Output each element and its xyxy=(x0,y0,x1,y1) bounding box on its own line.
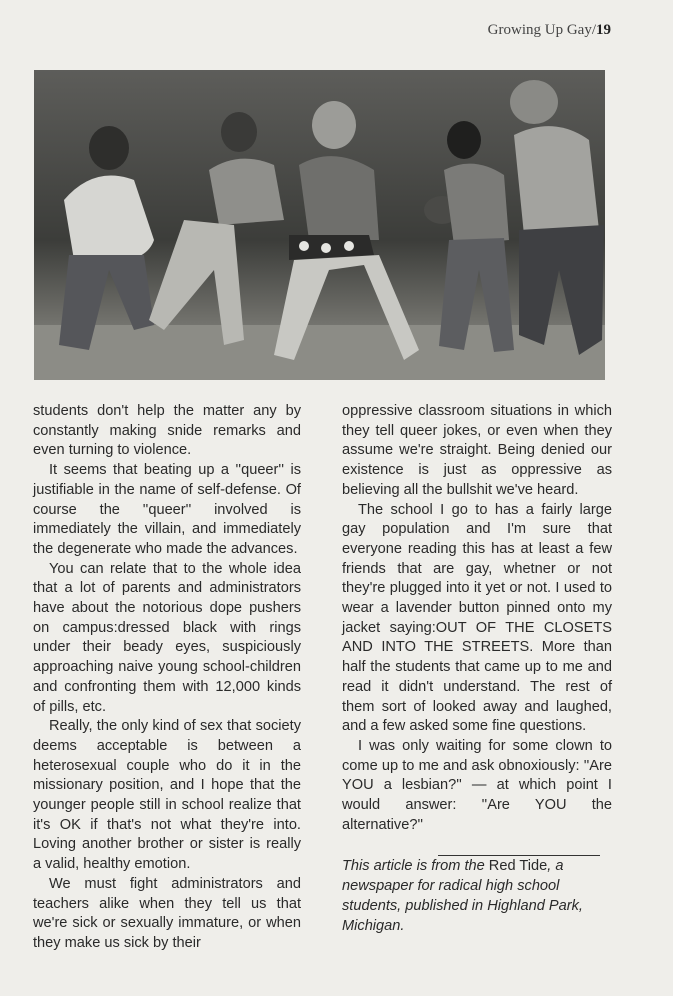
paragraph: The school I go to has a fairly large gay population and I'm sure that everyone reading this has at least a few friends that are gay, whetner or not they're plugged into it yet or not. I used to wear a lavender button pinned onto my jacket saying:OUT OF THE CLOSETS AND INTO THE STREETS. More than half the students that came up to me and read it didn't understand. The rest of them sort of looked away and laughed, and a few asked some fine questions. xyxy=(342,501,612,735)
running-title: Growing Up Gay/ xyxy=(487,22,596,38)
running-header xyxy=(488,22,611,39)
paragraph: I was only waiting for some clown to come up to me and ask obnoxiously: ''Are YOU a lesbian?'' — at which point I would answer: ''Are YOU the alternative?'' xyxy=(342,737,612,833)
left-column xyxy=(33,402,301,954)
paragraph: oppressive classroom situations in which they tell queer jokes, or even when they assume we're straight. Being denied our existence is just as oppressive as believing all the bullshit we've heard. xyxy=(342,403,612,498)
photo-football-game xyxy=(34,70,605,380)
right-column xyxy=(342,402,612,936)
page-number: 19 xyxy=(596,22,611,38)
paragraph: students don't help the matter any by constantly making snide remarks and even turning to violence. xyxy=(33,403,301,459)
credit-tail: , a newspaper for radical high school students, published in Highland Park, Michigan. xyxy=(342,858,583,935)
publication-name: Red Tide xyxy=(488,858,548,875)
paragraph: Really, the only kind of sex that society deems acceptable is between a heterosexual couple who do it in the missionary position, and I hope that the younger people still in school realize that it's OK if that's not what they're into. Loving another brother or sister is really a valid, healthy emotion. xyxy=(33,718,301,873)
paragraph: We must fight administrators and teachers alike when they tell us that we're sick or sexually immature, or when they make us sick by their xyxy=(33,875,301,951)
paragraph: It seems that beating up a ''queer'' is justifiable in the name of self-defense. Of course the ''queer'' involved is immediately the villain, and immediately the degenerate who made the advances. xyxy=(33,462,301,557)
source-credit xyxy=(342,856,612,936)
credit-lead: This article is from the xyxy=(342,858,489,875)
paragraph: You can relate that to the whole idea that a lot of parents and administrators have about the notorious dope pushers on campus:dressed black with rings under their beady eyes, suspiciously approaching naive young school-children and confronting them with 12,000 kinds of pills, etc. xyxy=(33,560,301,715)
photo-illustration xyxy=(34,70,605,380)
